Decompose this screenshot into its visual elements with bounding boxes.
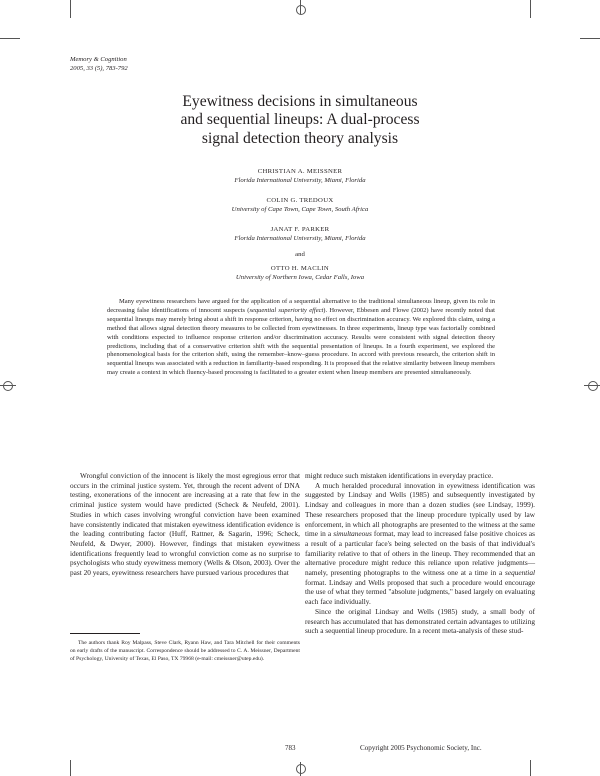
body-paragraph: might reduce such mistaken identifications in everyday practice. — [305, 471, 494, 480]
crop-mark — [580, 38, 600, 39]
article-title — [100, 93, 500, 148]
body-paragraph: Wrongful conviction of the innocent is likely the most egregious error that occurs in the criminal justice system. Yet, through the recent advent of DNA testing, exonerations of the innocent are increasing at a rate that few in the criminal justice system would have predicted (Scheck & Neufeld, 2001). Studies in which cases involving wrongful conviction have been examined have consistently indicated that mistaken eyewitness identification evidence is the leading contributing factor (Huff, Rattner, & Sagarin, 1996; Scheck, Neufeld, & Dwyer, 2000). However, findings that mistaken eyewitness identifications frequently lead to wrongful conviction come as no surprise to psychologists who study eyewitness memory (Wells & Olson, 2003). Over the past 20 years, eyewitness researchers have pursued various procedures that — [70, 471, 300, 578]
registration-mark — [296, 5, 306, 15]
abstract-term: sequential superiority effect — [249, 306, 324, 314]
author-block — [100, 197, 500, 214]
author-name: CHRISTIAN A. MEISSNER — [257, 168, 343, 175]
journal-citation: 2005, 33 (5), 783-792 — [70, 64, 128, 72]
author-block — [100, 168, 500, 185]
and-text: and — [295, 251, 305, 258]
body-text: format, may lead to increased false positive choices as a result of a particular face's being selected on the basis of that individual's familiarity relative to that of others in the lineup. They recommended that an alternative procedure might reduce this reliance upon relative judgments—namely, presenting photographs to the witness one at a time in a — [305, 529, 535, 578]
copyright-notice: Copyright 2005 Psychonomic Society, Inc. — [360, 744, 482, 752]
crop-mark — [530, 0, 531, 18]
body-column-right — [305, 471, 535, 636]
author-name: JANAT F. PARKER — [270, 226, 330, 233]
author-conjunction — [100, 251, 500, 260]
body-text: A much heralded procedural innovation in eyewitness identification was suggested by Lindsay and Wells (1985) and subsequently investigated by Lindsay and colleagues in more than a dozen studies (see Lindsay, 1999). These researchers proposed that the lineup procedure typically used by law enforcement, in which all photographs are presented to the witness at the same time in a — [305, 480, 535, 539]
title-line: signal detection theory analysis — [201, 129, 399, 147]
registration-mark — [588, 381, 598, 391]
body-text: format. Lindsay and Wells proposed that such a procedure would encourage the use of what they termed "absolute judgments," based largely on evaluating each face individually. — [305, 577, 535, 607]
registration-mark — [296, 764, 306, 774]
body-term: simultaneous — [333, 529, 372, 539]
journal-name: Memory & Cognition — [70, 56, 127, 63]
crop-mark — [70, 760, 71, 776]
author-affiliation: Florida International University, Miami, Florida — [234, 176, 366, 184]
footnote: The authors thank Roy Malpass, Steve Clark, Ryann Haw, and Tara Mitchell for their comments on early drafts of the manuscript. Correspondence should be addressed to C. A. Meissner, Department of Psychology, University of Texas, El Paso, TX 79968 (e-mail: cmeissner@utep.edu). — [70, 640, 300, 663]
author-block — [100, 265, 500, 282]
title-line: Eyewitness decisions in simultaneous — [182, 93, 418, 110]
crop-mark — [70, 0, 71, 18]
registration-mark — [3, 381, 13, 391]
author-name: OTTO H. MACLIN — [270, 265, 330, 272]
title-line: and sequential lineups: A dual-process — [180, 111, 420, 129]
journal-header — [70, 56, 128, 73]
body-paragraph — [305, 481, 535, 607]
author-block — [100, 226, 500, 243]
body-term: sequential — [505, 568, 535, 578]
crop-mark — [0, 38, 20, 39]
body-column-left — [70, 471, 300, 578]
abstract-text: ). However, Ebbesen and Flowe (2002) have recently noted that sequential lineups may merely bring about a shift in response criterion, having no effect on discrimination accuracy. We explored this claim, using a method that allows signal detection theory measures to be collected from eyewitnesses. In three experiments, lineup type was factorially combined with conditions expected to influence response criterion and/or discrimination accuracy. Results were consistent with signal detection theory predictions, including that of a conservative criterion shift with the sequential presentation of lineups. In a fourth experiment, we explored the phenomenological basis for the criterion shift, using the remember–know–guess procedure. In accord with previous research, the criterion shift in sequential lineups was associated with a reduction in familiarity-based responding. It is proposed that the relative similarity between lineup members may create a context in which fluency-based processing is facilitated to a greater extent when lineup members are presented simultaneously. — [107, 306, 495, 377]
author-affiliation: University of Northern Iowa, Cedar Falls, Iowa — [235, 273, 365, 281]
author-name: COLIN G. TREDOUX — [266, 197, 334, 204]
abstract-text: Many eyewitness researchers have argued for the application of a sequential alternative to the traditional simultaneous lineup, given its role in decreasing false identifications of innocent suspects ( — [107, 298, 495, 314]
body-paragraph: Since the original Lindsay and Wells (1985) study, a small body of research has accumulated that has demonstrated certain advantages to utilizing such a sequential lineup procedure. In a recent meta-analysis of these stud- — [305, 606, 535, 636]
author-affiliation: University of Cape Town, Cape Town, South Africa — [231, 205, 369, 213]
page-number: 783 — [285, 744, 296, 752]
author-affiliation: Florida International University, Miami, Florida — [234, 234, 366, 242]
crop-mark — [530, 760, 531, 776]
footnote-rule — [70, 633, 140, 634]
abstract — [107, 298, 495, 378]
